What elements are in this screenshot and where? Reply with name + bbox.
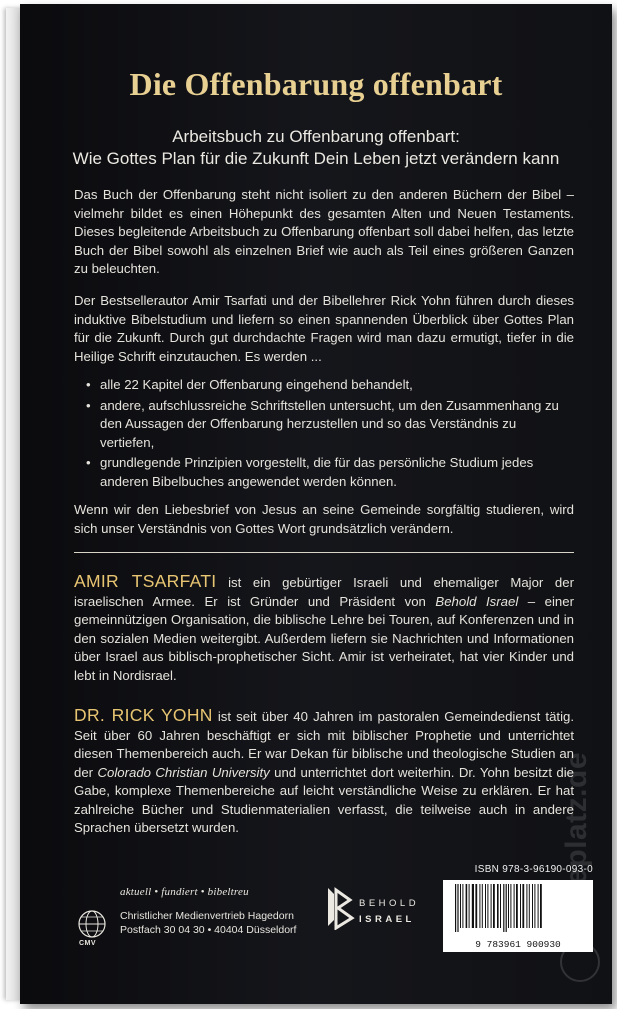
description-paragraph (74, 292, 574, 366)
israel-word: ISRAEL (359, 914, 415, 925)
subtitle-line-2: Wie Gottes Plan für die Zukunft Dein Leben jetzt verändern kann (72, 149, 560, 168)
barcode-bar (491, 884, 492, 928)
author-bio-rick (74, 706, 574, 838)
barcode-bar (506, 884, 507, 932)
barcode-bar (503, 884, 504, 932)
publisher-address: Postfach 30 04 30 • 40404 Düsseldorf (120, 924, 297, 936)
intro-paragraph (74, 186, 574, 279)
back-cover (20, 4, 612, 1004)
barcode-bar (516, 884, 518, 928)
barcode-bar (540, 884, 542, 928)
intro-text: Das Buch der Offenbarung steht nicht isoliert zu den anderen Büchern der Bibel – vielmehr bildet es einen Höhepunkt des gesamten Alten und Neuen Testaments. Dieses begleitende Arbeitsbuch zu Offenbarung offenbart soll dabei helfen, das letzte Buch der Bibel sowohl als einzelnen Brief wie auch als Teil eines größeren Ganzen zu beleuchten. (74, 187, 574, 276)
closing-paragraph (74, 501, 574, 538)
watermark-text: leseplatz.de (560, 751, 593, 929)
publisher-slogan: aktuell • fundiert • bibeltreu (120, 886, 249, 898)
closing-text: Wenn wir den Liebesbrief von Jesus an seine Gemeinde sorgfältig studieren, wird sich unser Verständnis von Gottes Wort grundsätzlich verändern. (74, 502, 574, 536)
barcode-bar (520, 884, 521, 928)
book-title: Die Offenbarung offenbart (129, 66, 503, 102)
barcode-bar (514, 884, 515, 928)
author-bio-text: – einer gemeinnützigen Organisation, die biblische Lehre bei Touren, auf Konferenzen und in den sozialen Medien weitergibt. Außerdem liefern sie Nachrichten und Informationen über Israel aus biblisch-prophetischer Sicht. Amir ist verheiratet, hat vier Kinder und lebt in Nordisrael. (74, 593, 574, 683)
watermark (560, 710, 600, 970)
behold-israel-logo-icon (322, 884, 356, 930)
feature-list-item: • andere, aufschlussreiche Schriftstellen untersucht, um den Zusammenhang zu den Aussagen der Offenbarung herzustellen und so das Verständnis zu vertiefen, (84, 397, 572, 453)
barcode-bar (532, 884, 533, 928)
barcode-bar (534, 884, 535, 928)
author-bio-text: ist ein gebürtiger Israeli und ehemaliger Major der israelischen Armee. Er ist Gründer und Präsident von (74, 575, 574, 609)
barcode-bar (472, 884, 474, 928)
barcode-bar (508, 884, 509, 928)
behold-israel-logo-text (359, 896, 419, 928)
barcode-bar (455, 884, 456, 932)
description-text: Der Bestsellerautor Amir Tsarfati und der Bibellehrer Rick Yohn führen durch dieses induktive Bibelstudium und liefern so einen spannenden Überblick über Gottes Plan für die Zukunft. Durch gut durchdachte Fragen wird man dazu ermutigt, tiefer in die Heilige Schrift einzutauchen. Es werden ... (74, 293, 574, 364)
barcode-bar (479, 884, 480, 928)
publisher-name: Christlicher Medienvertrieb Hagedorn (120, 910, 294, 922)
barcode-bar (493, 884, 495, 928)
barcode-bar (510, 884, 511, 928)
organization-name: Behold Israel (435, 593, 519, 609)
university-name: Colorado Christian University (97, 764, 270, 780)
feature-list (84, 376, 572, 493)
subtitle-line-1: Arbeitsbuch zu Offenbarung offenbart: (172, 127, 460, 146)
section-divider (74, 552, 574, 553)
behold-word: BEHOLD (359, 898, 420, 909)
barcode-bar (485, 884, 486, 928)
barcode-bar (466, 884, 468, 928)
barcode-bar (457, 884, 458, 932)
isbn-number: ISBN 978-3-96190-093-0 (474, 864, 593, 875)
author-name-amir: AMIR TSARFATI (74, 571, 217, 591)
barcode-digits: 9 783961 900930 (475, 939, 561, 950)
feature-list-item: • grundlegende Prinzipien vorgestellt, die für das persönliche Studium jedes anderen Bibelbuches angewendet werden können. (84, 454, 572, 491)
feature-list-item: • alle 22 Kapitel der Offenbarung eingehend behandelt, (84, 376, 572, 395)
barcode-bar (460, 884, 461, 928)
globe-icon (75, 908, 109, 940)
barcode-bar (469, 884, 470, 928)
barcode-bar (526, 884, 527, 928)
book-subtitle (20, 126, 612, 170)
barcode-bar (487, 884, 488, 928)
barcode-bar (475, 884, 477, 928)
author-bio-amir (74, 572, 574, 685)
watermark-book-icon (560, 942, 600, 982)
barcode-bar (497, 884, 499, 928)
barcode-bar (482, 884, 483, 928)
cmv-logo-label: CMV (79, 940, 97, 947)
barcode-bar (529, 884, 530, 928)
barcode-bar (462, 884, 463, 928)
author-bio-text: ist seit über 40 Jahren im pastoralen Gemeindedienst tätig. Seit über 60 Jahren beschäftigt er sich mit biblischer Prophetie und unterrichtet diesen Themenbereich auch. Er war Dekan für biblische und theologische Studien an der (74, 709, 574, 780)
barcode-bar (500, 884, 501, 928)
author-name-rick: DR. RICK YOHN (74, 705, 213, 725)
barcode-bar (538, 884, 539, 928)
author-bio-text: und unterrichtet dort weiterhin. Dr. Yohn besitzt die Gabe, komplexe Themenbereiche auf leicht verständliche Weise zu erklären. Er hat zahlreiche Bücher und Studienmaterialien verfasst, die teilweise auch in andere Sprachen übersetzt wurden. (74, 764, 574, 835)
publisher-info (120, 909, 296, 937)
barcode-bar (522, 884, 524, 928)
